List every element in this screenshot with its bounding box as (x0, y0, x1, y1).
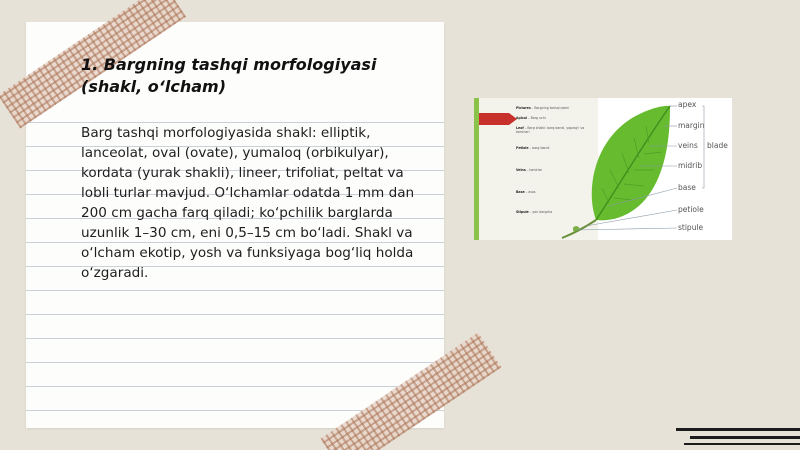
leaf-anatomy-figure (474, 98, 732, 240)
label-margin: margin (678, 121, 705, 130)
figure-note: Veins – tomirlar (516, 168, 542, 172)
figure-note: Pictures – Bargning tashqi qismi (516, 106, 570, 110)
label-petiole: petiole (678, 205, 704, 214)
figure-note: Petiole – barg bandi (516, 146, 550, 150)
slide-heading: 1. Bargning tashqi morfologiyasi (shakl, o‘lcham) (81, 55, 377, 96)
decorative-line (690, 436, 800, 439)
label-midrib: midrib (678, 161, 703, 170)
label-stipule: stipule (678, 223, 704, 232)
label-veins: veins (678, 141, 698, 150)
label-apex: apex (678, 100, 697, 109)
figure-note: Leaf – Barg shakli: barg bandi, yaprog‘i va tomirlari (516, 126, 585, 134)
label-blade: blade (707, 141, 728, 150)
slide-body-text: Barg tashqi morfologiyasida shakl: elliptik, lanceolat, oval (ovate), yumaloq (orbikulyar), kordata (yurak shakli), lineer, trifoliat, peltat va lobli turlar mavjud. O‘lchamlar odatda 1 mm dan 200 cm gacha farq qiladi; ko‘pchilik barglarda uzunlik 1–30 cm, eni 0,5–15 cm bo‘ladi. Shakl va o‘lcham ekotip, yosh va funksiyaga bog‘liq holda o‘zgaradi. (81, 125, 415, 281)
figure-note: Stipule – yon bargcha (516, 210, 553, 214)
figure-note: Apical – Barg uchi (516, 116, 546, 120)
label-base: base (678, 183, 696, 192)
decorative-line (684, 443, 800, 445)
decorative-line (676, 428, 800, 431)
figure-note: Base – asos (516, 190, 536, 194)
